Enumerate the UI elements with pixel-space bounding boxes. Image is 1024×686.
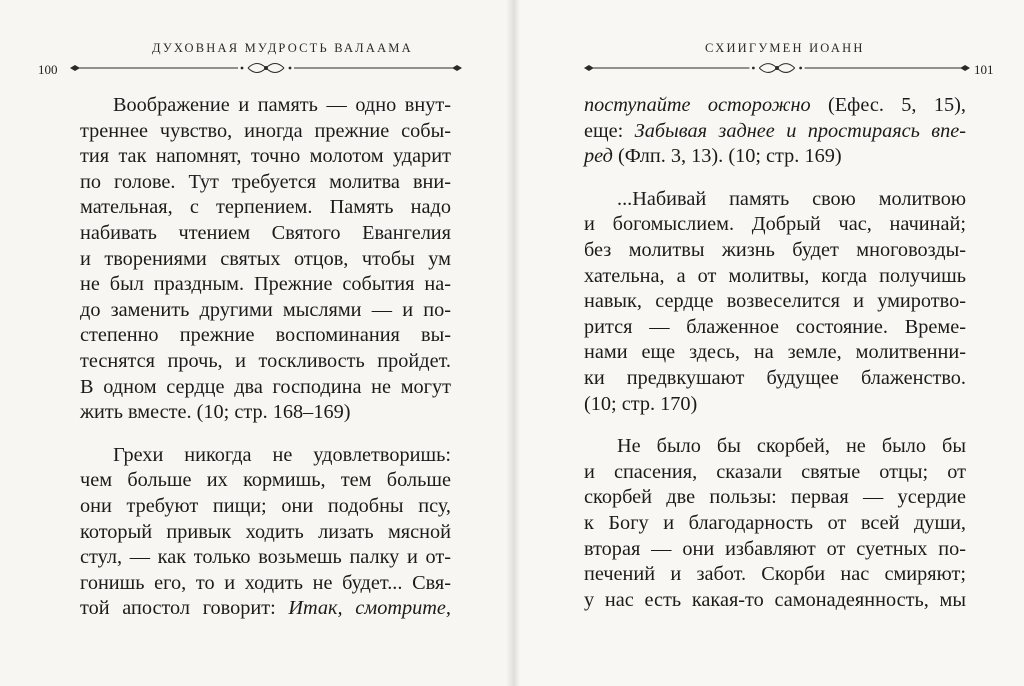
text-line: жить вместе. (10; стр. 168–169) <box>80 401 351 424</box>
text-line: ...Набивай память свою молитвою <box>617 187 966 210</box>
text-line: (10; стр. 170) <box>584 392 698 415</box>
text-line: они требуют пищи; они подобны псу, <box>80 494 451 517</box>
text-line: и богомыслием. Добрый час, начинай; <box>584 213 966 236</box>
text-line: В одном сердце два господина не могут <box>80 375 451 398</box>
text-line: Грехи никогда не удовлетворишь: <box>113 443 451 466</box>
text-line: нами еще здесь, на земле, молитвенни- <box>584 341 966 364</box>
italic-quote: Забывая заднее и простираясь впе- <box>634 119 966 142</box>
italic-quote: поступайте осторожно <box>584 94 811 116</box>
text-line: у нас есть какая-то самонадеянность, мы <box>584 588 966 611</box>
text-line: по голове. Тут требуется молитва вни- <box>80 170 451 193</box>
text-line: вторая — они избавляют от суетных по- <box>584 537 966 560</box>
text-line: не был праздным. Прежние события на- <box>80 273 451 296</box>
ornament-rule-left-icon <box>70 60 462 76</box>
text-line: стул, — как только возьмешь палку и от- <box>80 546 451 569</box>
running-head-left: ДУХОВНАЯ МУДРОСТЬ ВАЛААМА <box>152 41 413 55</box>
text-line: мательная, с терпением. Память надо <box>80 196 451 219</box>
text-line: чем больше их кормишь, тем больше <box>80 469 451 492</box>
text-segment: (Ефес. 5, 15), <box>810 94 966 116</box>
text-line <box>584 93 966 119</box>
text-segment: еще: <box>584 119 635 142</box>
right-page-text <box>584 93 966 613</box>
text-line: Воображение и память — одно внут- <box>113 94 451 116</box>
text-line: который привык ходить лизать мясной <box>80 520 451 543</box>
text-line: рится — блаженное состояние. Време- <box>584 315 966 338</box>
italic-quote: Итак, смотрите, <box>288 597 451 620</box>
italic-quote: ред <box>584 145 613 168</box>
page-number-left: 100 <box>38 62 58 77</box>
text-line: Не было бы скорбей, не было бы <box>617 435 966 458</box>
book-gutter <box>506 0 520 686</box>
text-line: без молитвы жизнь будет многовозды- <box>584 238 966 261</box>
running-head-right: СХИИГУМЕН ИОАНН <box>705 41 865 55</box>
text-line: ки предвкушают будущее блаженство. <box>584 366 966 389</box>
text-segment: той апостол говорит: <box>80 597 276 620</box>
text-line: скорбей две пользы: первая — усердие <box>584 486 966 509</box>
text-line: и творениями святых отцов, чтобы ум <box>80 247 451 270</box>
text-line: гонишь его, то и ходить не будет... Свя- <box>80 571 451 594</box>
text-line: набивать чтением Святого Евангелия <box>80 221 451 244</box>
text-line: к Богу и благодарность от всей души, <box>584 511 966 534</box>
text-line <box>584 144 966 170</box>
right-page <box>512 0 1024 686</box>
text-line: теснятся прочь, и тоскливость пройдет. <box>80 349 451 372</box>
text-line: треннее чувство, иногда прежние собы- <box>80 119 451 142</box>
text-line: хательна, а от молитвы, когда получишь <box>584 264 966 287</box>
left-page-text <box>80 93 451 622</box>
text-segment: (Флп. 3, 13). (10; стр. 169) <box>612 145 842 168</box>
text-line: до заменить другими мыслями — и по- <box>80 298 451 321</box>
text-line: навык, сердце возвеселится и умиротво- <box>584 290 966 313</box>
text-line-last <box>80 596 451 622</box>
text-line: и спасения, сказали святые отцы; от <box>584 460 966 483</box>
text-line: печений и забот. Скорби нас смиряют; <box>584 563 966 586</box>
page-number-right: 101 <box>974 62 994 77</box>
text-line: тия так напомнят, точно молотом ударит <box>80 145 451 168</box>
ornament-rule-right-icon <box>584 60 970 76</box>
text-line <box>584 119 966 145</box>
text-line: степенно прежние воспоминания вы- <box>80 324 451 347</box>
